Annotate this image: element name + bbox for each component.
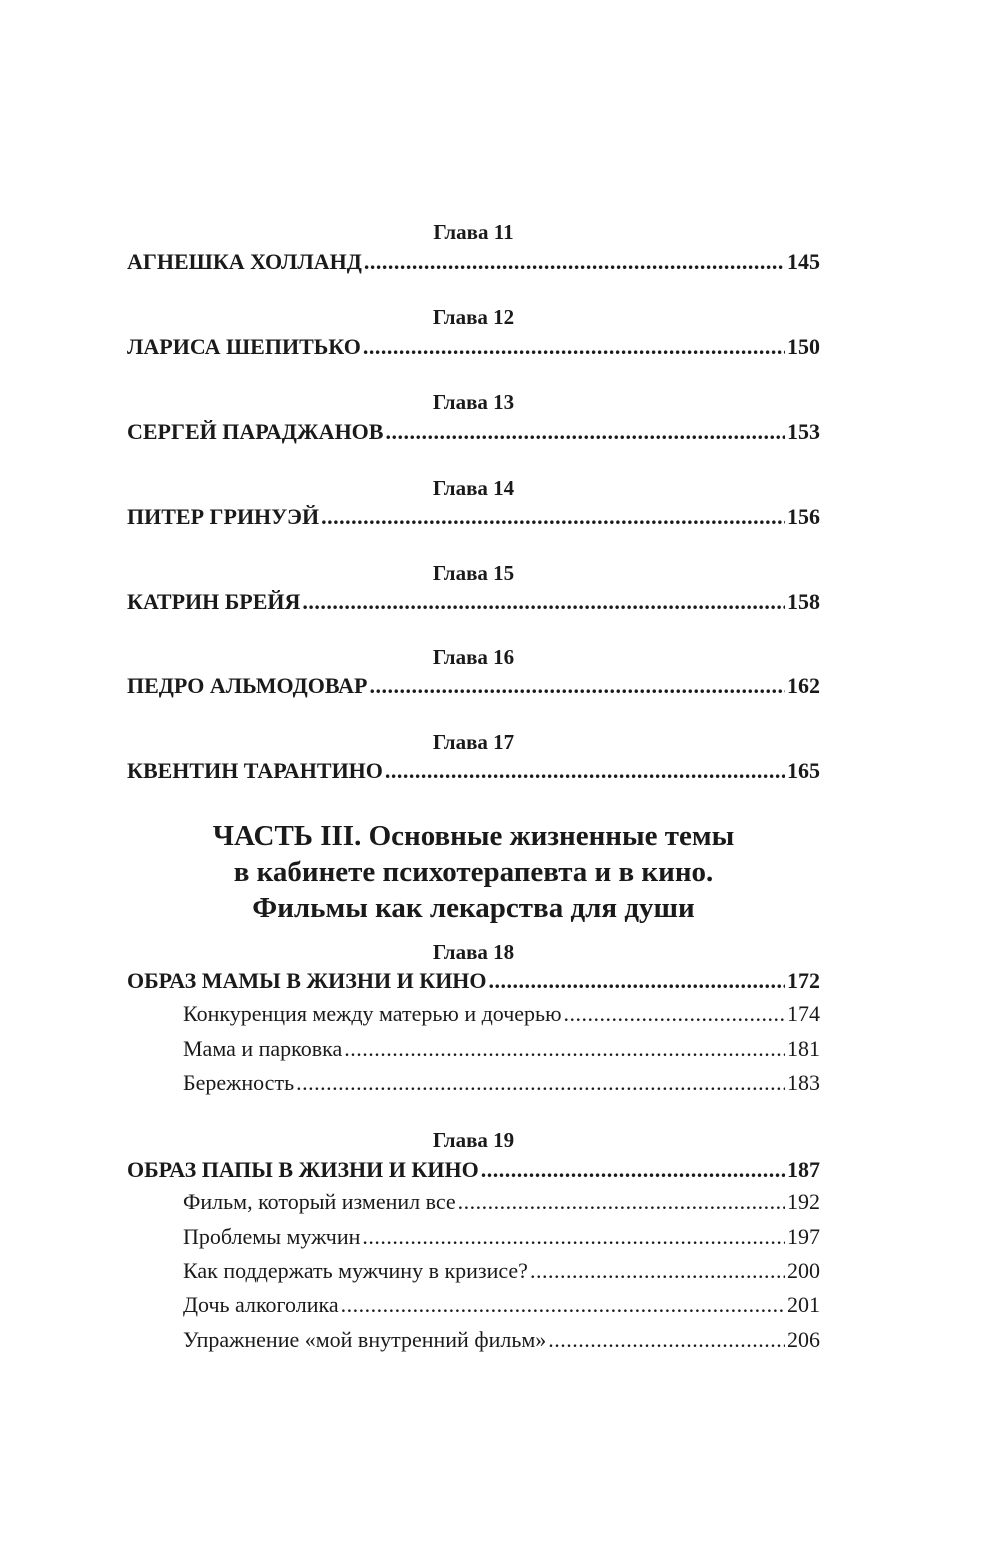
toc-entry-title: Мама и парковка: [183, 1036, 343, 1061]
toc-entry-title: Бережность: [183, 1070, 295, 1095]
part-heading-line: ЧАСТЬ III. Основные жизненные темы: [212, 820, 735, 852]
toc-entry-title: ЛАРИСА ШЕПИТЬКО: [127, 334, 361, 359]
chapter-label: Глава 18: [432, 940, 515, 964]
toc-entry-title: Фильм, который изменил все: [183, 1189, 456, 1214]
dot-leader: [489, 966, 785, 996]
part-heading: [127, 818, 820, 926]
dot-leader: [302, 587, 785, 617]
toc-entry-page: 165: [787, 758, 820, 783]
dot-leader: [458, 1187, 785, 1217]
toc-entry-page: 192: [787, 1189, 820, 1214]
chapter-label: Глава 15: [432, 561, 515, 585]
toc-subentry[interactable]: [183, 999, 820, 1029]
toc-entry-title: ОБРАЗ МАМЫ В ЖИЗНИ И КИНО: [127, 968, 487, 993]
toc-entry-title: Упражнение «мой внутренний фильм»: [183, 1327, 547, 1352]
toc-entry-title: ПИТЕР ГРИНУЭЙ: [127, 504, 320, 529]
toc-entry-page: 183: [787, 1070, 820, 1095]
part-heading-line: Фильмы как лекарства для души: [252, 892, 695, 924]
toc-entry-page: 145: [787, 249, 820, 274]
toc-entry-page: 158: [787, 589, 820, 614]
dot-leader: [564, 999, 785, 1029]
dot-leader: [296, 1068, 785, 1098]
toc-entry-chapter-18[interactable]: [127, 966, 820, 996]
toc-entry-page: 206: [787, 1327, 820, 1352]
toc-entry-page: 201: [787, 1292, 820, 1317]
dot-leader: [548, 1325, 785, 1355]
toc-entry-title: Как поддержать мужчину в кризисе?: [183, 1258, 528, 1283]
chapter-label: Глава 14: [432, 476, 515, 500]
dot-leader: [364, 247, 785, 277]
toc-entry-page: 197: [787, 1224, 820, 1249]
dot-leader: [369, 671, 785, 701]
toc-entry-page: 150: [787, 334, 820, 359]
toc-entry-title: ПЕДРО АЛЬМОДОВАР: [127, 673, 368, 698]
toc-entry-chapter-11[interactable]: [127, 247, 820, 277]
dot-leader: [363, 332, 785, 362]
part-heading-line: в кабинете психотерапевта и в кино.: [233, 856, 714, 888]
dot-leader: [530, 1256, 785, 1286]
toc-entry-page: 181: [787, 1036, 820, 1061]
toc-subentry[interactable]: [183, 1222, 820, 1252]
toc-entry-chapter-19[interactable]: [127, 1155, 820, 1185]
toc-entry-title: КАТРИН БРЕЙЯ: [127, 589, 301, 614]
chapter-label: Глава 16: [432, 645, 515, 669]
toc-entry-page: 172: [787, 968, 820, 993]
toc-entry-chapter-16[interactable]: [127, 671, 820, 701]
dot-leader: [344, 1034, 785, 1064]
chapter-label: Глава 17: [432, 730, 515, 754]
toc-entry-page: 187: [787, 1157, 820, 1182]
toc-subentry[interactable]: [183, 1290, 820, 1320]
toc-entry-title: ОБРАЗ ПАПЫ В ЖИЗНИ И КИНО: [127, 1157, 479, 1182]
chapter-label: Глава 12: [432, 305, 515, 329]
toc-entry-title: Проблемы мужчин: [183, 1224, 361, 1249]
dot-leader: [321, 502, 785, 532]
toc-entry-chapter-12[interactable]: [127, 332, 820, 362]
toc-entry-page: 200: [787, 1258, 820, 1283]
toc-entry-page: 156: [787, 504, 820, 529]
toc-entry-chapter-14[interactable]: [127, 502, 820, 532]
chapter-label: Глава 19: [432, 1128, 515, 1152]
toc-entry-page: 174: [787, 1001, 820, 1026]
dot-leader: [362, 1222, 785, 1252]
toc-entry-title: Конкуренция между матерью и дочерью: [183, 1001, 562, 1026]
chapter-label: Глава 13: [432, 390, 515, 414]
dot-leader: [481, 1155, 785, 1185]
dot-leader: [341, 1290, 785, 1320]
toc-entry-chapter-13[interactable]: [127, 417, 820, 447]
toc-entry-chapter-15[interactable]: [127, 587, 820, 617]
toc-entry-page: 153: [787, 419, 820, 444]
toc-entry-title: АГНЕШКА ХОЛЛАНД: [127, 249, 362, 274]
chapter-label: Глава 11: [433, 220, 514, 244]
dot-leader: [385, 417, 785, 447]
toc-entry-title: СЕРГЕЙ ПАРАДЖАНОВ: [127, 419, 384, 444]
toc-entry-chapter-17[interactable]: [127, 756, 820, 786]
toc-entry-title: Дочь алкоголика: [183, 1292, 339, 1317]
toc-subentry[interactable]: [183, 1068, 820, 1098]
toc-subentry[interactable]: [183, 1187, 820, 1217]
toc-subentry[interactable]: [183, 1256, 820, 1286]
dot-leader: [385, 756, 785, 786]
toc-entry-title: КВЕНТИН ТАРАНТИНО: [127, 758, 383, 783]
toc-entry-page: 162: [787, 673, 820, 698]
toc-subentry[interactable]: [183, 1325, 820, 1355]
toc-subentry[interactable]: [183, 1034, 820, 1064]
